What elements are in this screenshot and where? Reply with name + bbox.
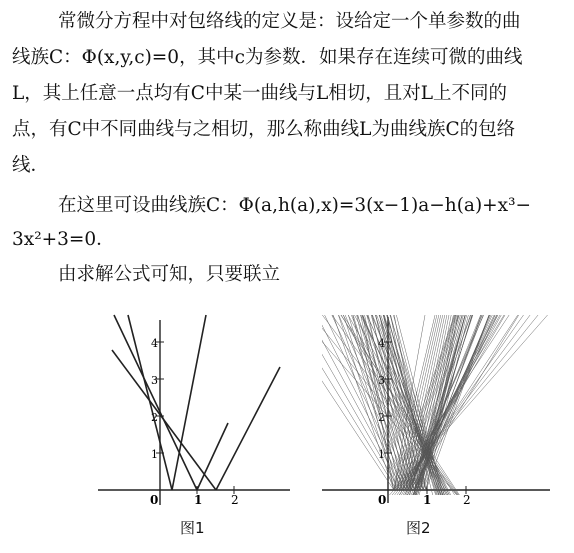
fig2-y-tick-label-2: 2 <box>378 411 385 424</box>
fig1-line-c <box>112 350 216 490</box>
fig2-family-line <box>358 305 405 490</box>
fig2-y-tick-label-4: 4 <box>378 337 385 350</box>
fig2-x-tick-label-1: 1 <box>423 493 432 507</box>
paragraph-2-line-2: 3x²+3=0． <box>12 229 115 250</box>
paragraph-1-line-1: 常微分方程中对包络线的定义是：设给定一个单参数的曲 <box>58 11 521 32</box>
fig2-x-tick-label-0: 0 <box>378 493 387 507</box>
fig2-y-tick-label-1: 1 <box>378 448 385 461</box>
fig1-y-tick-label-3: 3 <box>151 374 158 387</box>
figure-2-plot <box>320 305 550 515</box>
paragraph-1-line-5: 线． <box>12 155 50 176</box>
paragraph-1-line-3: L，其上任意一点均有C中某一曲线与L相切，且对L上不同的 <box>12 83 508 104</box>
fig2-family-line <box>406 305 519 490</box>
fig1-tangent-lines <box>112 315 280 490</box>
paragraph-1-line-4: 点，有C中不同曲线与之相切，那么称曲线L为曲线族C的包络 <box>12 119 516 140</box>
fig1-y-tick-label-2: 2 <box>151 411 158 424</box>
paragraph-2-line-1: 在这里可设曲线族C：Φ(a,h(a),x)=3(x−1)a−h(a)+x³− <box>58 195 532 216</box>
fig2-tangent-family <box>320 305 550 515</box>
fig1-y-tick-label-4: 4 <box>151 337 158 350</box>
fig1-x-tick-label-1: 1 <box>194 493 203 507</box>
figure-1-caption: 图1 <box>180 519 205 537</box>
paragraph-1-line-2: 线族C：Φ(x,y,c)=0，其中c为参数．如果存在连续可微的曲线 <box>12 47 523 68</box>
fig1-line-b <box>197 423 228 490</box>
fig2-x-tick-label-2: 2 <box>463 493 471 507</box>
fig1-x-tick-label-2: 2 <box>231 493 239 507</box>
fig1-line-e <box>128 315 172 490</box>
fig1-line-f <box>172 315 206 490</box>
figure-2 <box>320 305 550 537</box>
figure-1 <box>90 305 290 537</box>
fig1-x-tick-label-0: 0 <box>150 493 159 507</box>
fig2-y-tick-label-3: 3 <box>378 374 385 387</box>
paragraph-3-line-1: 由求解公式可知，只要联立 <box>58 264 281 285</box>
fig1-y-tick-label-1: 1 <box>151 448 158 461</box>
figure-2-caption: 图2 <box>406 519 431 537</box>
figure-1-plot <box>90 305 290 515</box>
